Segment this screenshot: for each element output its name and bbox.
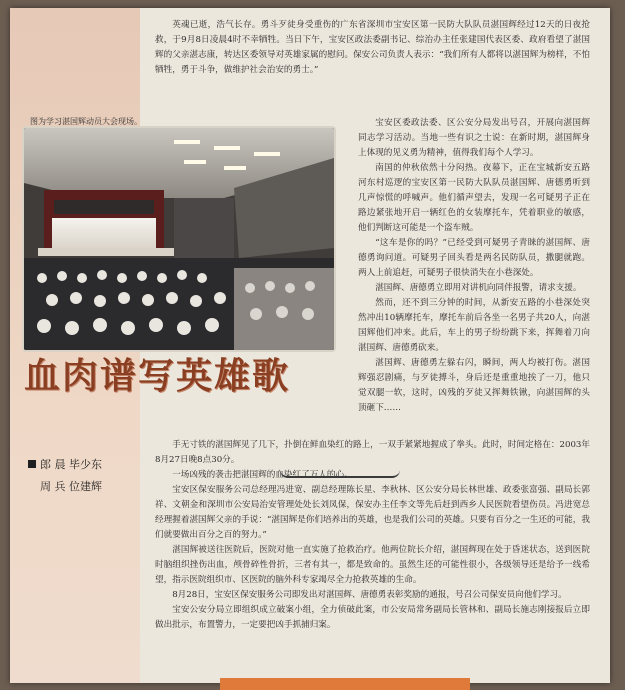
paragraph-bottom-1: 手无寸铁的湛国辉见了几下，扑倒在鲜血染红的路上，一双手紧紧地握成了拳头。此时，时间定格在：2003年8月27日晚8点30分。 <box>155 440 590 465</box>
paragraph-bottom-3: 宝安区保安服务公司总经理冯进宽、副总经理陈长星、李秋林、区公安分局长林世雄、政委张富强、副局长郭祥、文朝金和深圳市公安局治安管理处处长刘凤保，保安办主任李文等先后赶到西乡人民医院看望伤员。冯进宽总经理握着湛国辉父亲的手说：“湛国辉是你们培养出的英雄，也是我们公司的英雄。只要有百分之一生还的可能，我们就要做出百分之百的努力。” <box>155 485 590 540</box>
magazine-page <box>10 8 610 683</box>
paragraph-bottom-6: 宝安公安分局立即组织成立破案小组，全力侦破此案，市公安局常务副局长管林和、副局长施志刚接报后立即做出批示，布置警力，一定要把凶手抓捕归案。 <box>155 605 590 630</box>
article-column-right <box>358 116 590 416</box>
paragraph-right-3: “这车是你的吗？”已经受到可疑男子青睐的湛国辉、唐德勇询问道。可疑男子回头看是两名民防队员，撒腿就跑。两人上前追赶，可疑男子很快消失在小巷深处。 <box>358 238 590 278</box>
article-column-bottom <box>155 438 590 633</box>
handwritten-underline <box>280 470 400 478</box>
paragraph-right-4: 湛国辉、唐德勇立即用对讲机向同伴报警，请求支援。 <box>375 283 582 293</box>
paragraph-bottom-2: 一场凶残的袭击把湛国辉的血染红了万人的心。 <box>172 470 353 480</box>
paragraph-intro: 英魂已逝，浩气长存。勇斗歹徒身受重伤的广东省深圳市宝安区第一民防大队队员湛国辉经过12天的日夜抢救，于9月8日凌晨4时不幸牺牲。当日下午，宝安区政法委副书记、综治办主任张建国代表区委、政府看望了湛国辉的父亲湛志康，转达区委领导对英雄家属的慰问。保安公司负责人表示：“我们所有人都将以湛国辉为榜样，不怕牺牲，勇于斗争，做维护社会治安的勇士。” <box>155 20 590 75</box>
paragraph-right-2: 南国的仲秋依然十分闷热。夜幕下，正在宝城新安五路河东村巡逻的宝安区第一民防大队队员湛国辉、唐德勇听到几声惊慌的呼喊声。他们循声望去，发现一名可疑男子正在路边紧张地开启一辆红色的女装摩托车，凭着职业的敏感，他们判断这可能是一个盗车贼。 <box>358 163 590 233</box>
byline-1: 郎 晨 毕少东 <box>28 454 102 476</box>
paragraph-bottom-5: 8月28日，宝安区保安服务公司即发出对湛国辉、唐德勇表彰奖励的通报，号召公司保安员向他们学习。 <box>172 590 567 600</box>
auditorium-photo <box>22 126 336 352</box>
auditorium-illustration <box>24 128 334 350</box>
article-headline: 血肉谱写英雄歌 <box>24 356 291 397</box>
paragraph-bottom-4: 湛国辉被送往医院后，医院对他一直实施了抢救治疗。他两位院长介绍，湛国辉现在处于昏迷状态，送到医院时脑组织挫伤出血，颅骨碎性骨折，三者有其一，都是致命的。虽然生还的可能性很小，各级领导还是给予一线希望，指示医院组织市、区医院的脑外科专家竭尽全力抢救英雄的生命。 <box>155 545 590 585</box>
paragraph-right-5: 然而，还不到三分钟的时间，从新安五路的小巷深处突然冲出10辆摩托车，摩托车前后各坐一名男子共20人，向湛国辉他们冲来。此后，车上的男子纷纷跳下来，挥舞着刀向湛国辉、唐德勇砍来。 <box>358 298 590 353</box>
bullet-square-icon <box>28 460 36 468</box>
byline-2: 周 兵 位建辉 <box>40 480 102 493</box>
paragraph-right-1: 宝安区委政法委、区公安分局发出号召，开展向湛国辉同志学习活动。当地一些有识之士说：在新时期，湛国辉身上体现的见义勇为精神，值得我们每个人学习。 <box>358 118 590 158</box>
photo-caption: 图为学习湛国辉动员大会现场。 <box>30 117 142 126</box>
bylines <box>28 454 102 498</box>
article-column-top <box>155 18 590 78</box>
paragraph-right-6: 湛国辉、唐德勇左躲右闪，瞬间，两人均被打伤。湛国辉强忍剧痛，与歹徒搏斗，身后还是重重地挨了一刀，他只觉双腿一软，这时，凶残的歹徒又挥舞铁锹，向湛国辉的头顶砸下…… <box>358 358 590 413</box>
next-page-edge <box>220 678 470 690</box>
